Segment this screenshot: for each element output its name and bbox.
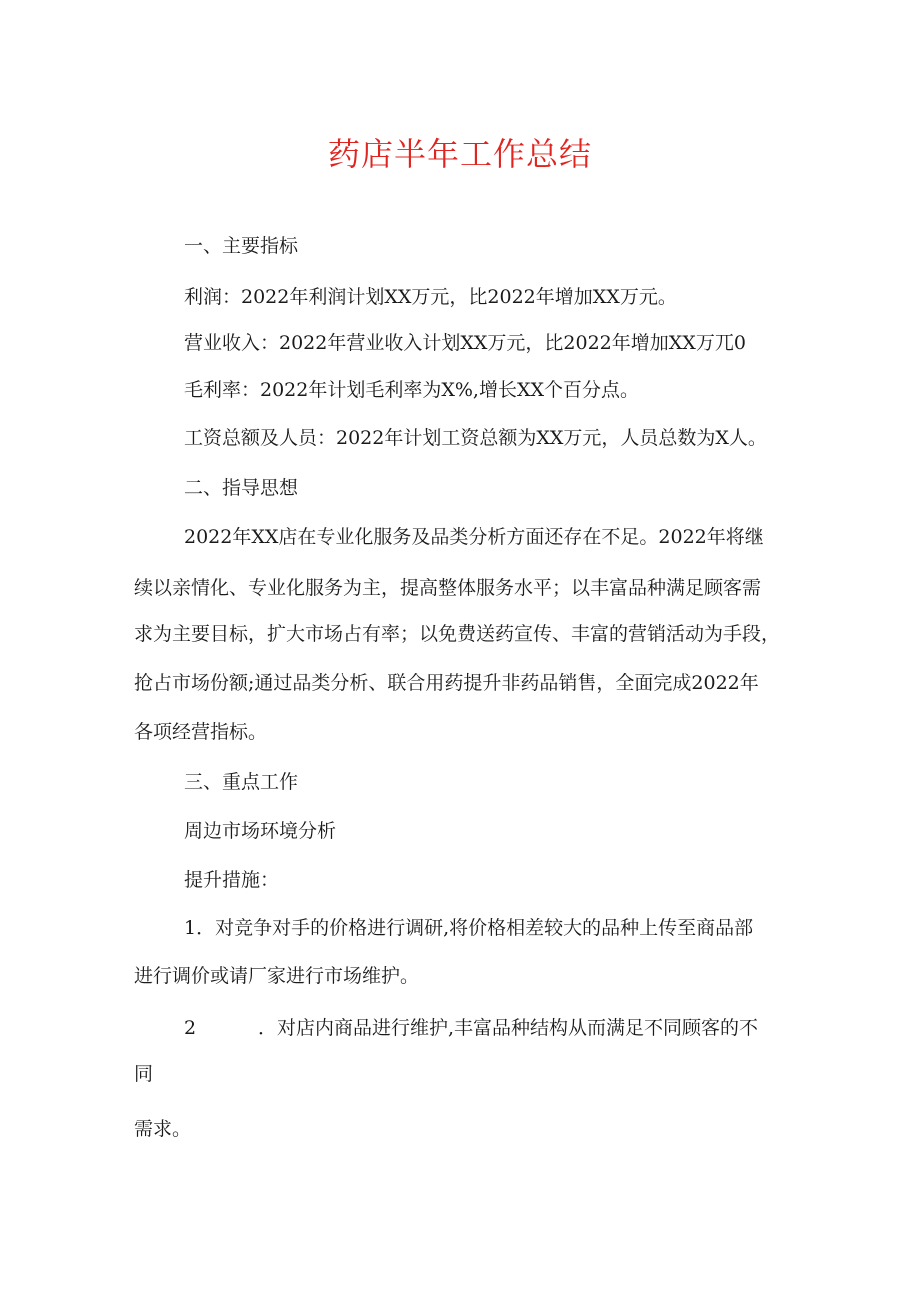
guiding-paragraph-line: 抢占市场份额;通过品类分析、联合用药提升非药品销售，全面完成2022年: [134, 672, 759, 694]
measures-label: 提升措施：: [184, 869, 280, 891]
guiding-paragraph-line: 求为主要目标，扩大市场占有率；以免费送药宣传、丰富的营销活动为手段，: [134, 623, 781, 645]
market-analysis-line: 周边市场环境分析: [184, 820, 337, 842]
measure-1-line: 1．对竞争对手的价格进行调研,将价格相差较大的品种上传至商品部: [184, 917, 754, 939]
gross-margin-line: 毛利率：2022年计划毛利率为X%,增长XX个百分点。: [184, 379, 640, 401]
section-heading-guiding-thought: 二、指导思想: [184, 477, 299, 499]
wages-line: 工资总额及人员：2022年计划工资总额为XX万元，人员总数为X人。: [184, 427, 767, 449]
measure-2-number: 2: [184, 1017, 197, 1039]
revenue-line: 营业收入：2022年营业收入计划XX万元，比2022年增加XX万兀0: [184, 332, 746, 354]
guiding-paragraph-line: 各项经营指标。: [134, 721, 268, 743]
document-title: 药店半年工作总结: [327, 135, 592, 173]
profit-line: 利润：2022年利润计划XX万元，比2022年增加XX万元。: [184, 286, 677, 308]
section-heading-main-indicators: 一、主要指标: [184, 235, 299, 257]
guiding-paragraph-line: 续以亲情化、专业化服务为主，提高整体服务水平；以丰富品种满足顾客需: [134, 577, 762, 599]
measure-1-line: 进行调价或请厂家进行市场维护。: [134, 965, 420, 987]
guiding-paragraph-line: 2022年XX店在专业化服务及品类分析方面还存在不足。2022年将继: [184, 526, 764, 548]
measure-2-wrap: 同: [134, 1063, 154, 1085]
measure-2-tail: 需求。: [134, 1118, 192, 1140]
section-heading-key-work: 三、重点工作: [184, 771, 299, 793]
measure-2-line: ．对店内商品进行维护,丰富品种结构从而满足不同顾客的不: [258, 1017, 759, 1039]
